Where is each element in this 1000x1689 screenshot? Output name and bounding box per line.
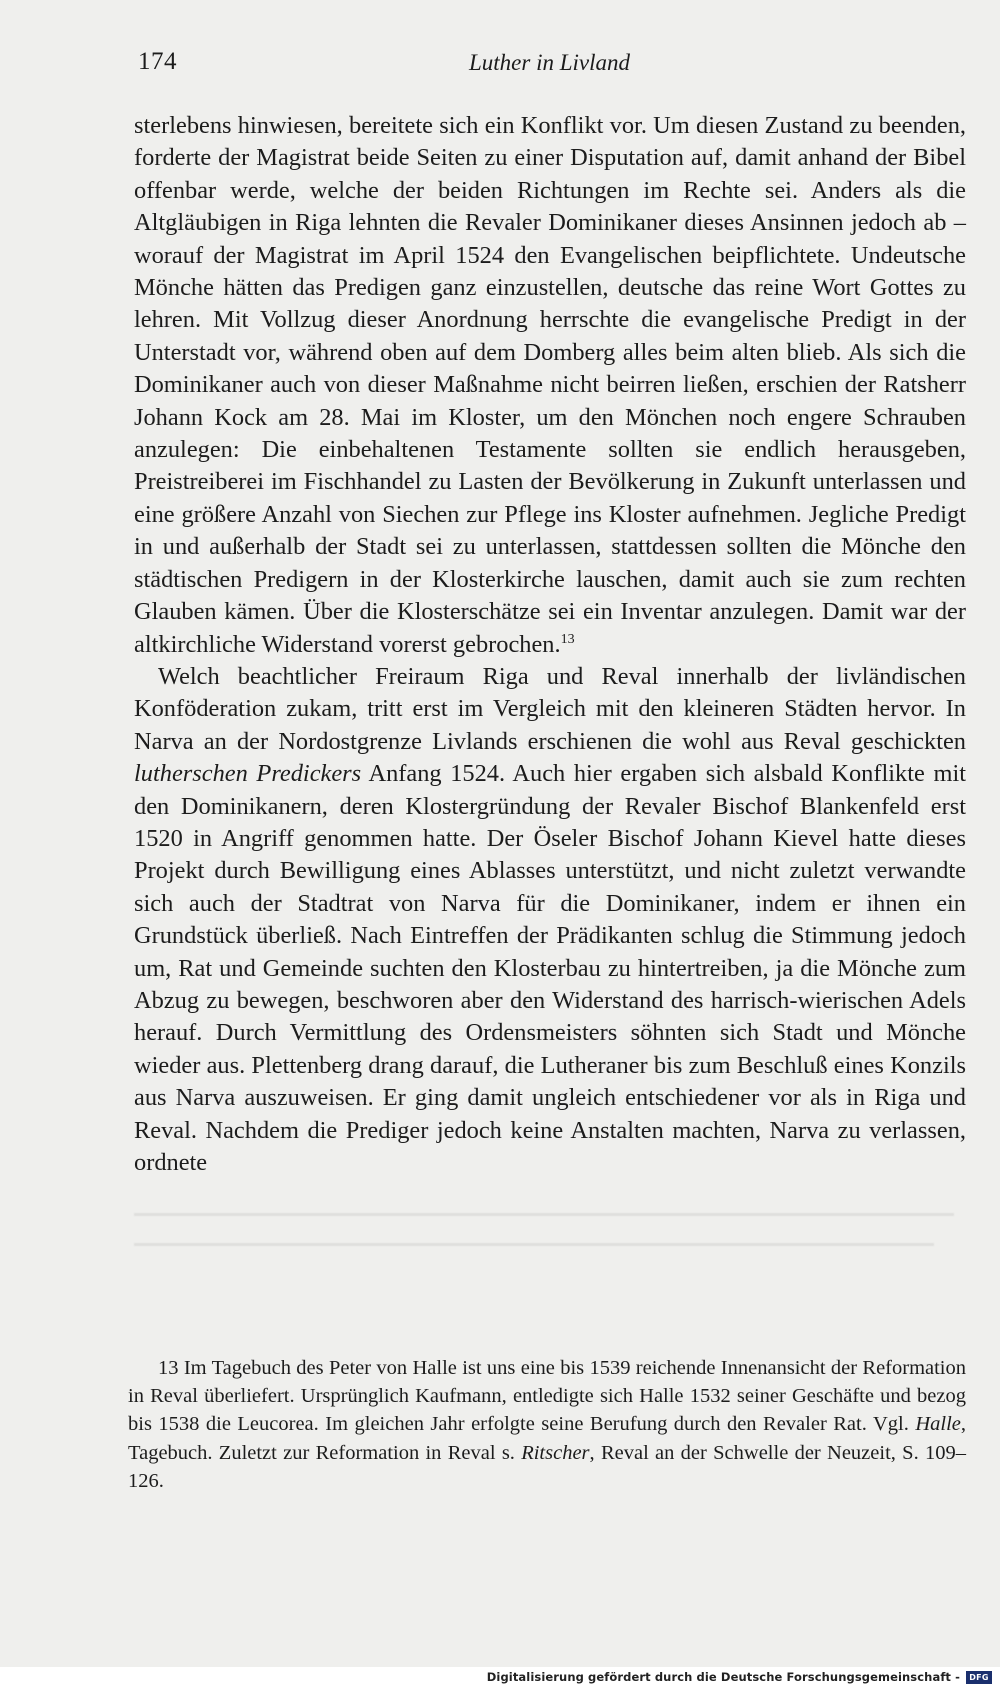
main-text [134,110,966,1179]
paragraph-2-text-a: Welch beachtlicher Freiraum Riga und Reval innerhalb der livländischen Konföderation zukam, tritt erst im Vergleich mit den kleineren Städten hervor. In Narva an der Nordostgrenze Livlands erschienen die wohl aus Reval geschickten [134,662,966,755]
paragraph-2 [134,661,966,1180]
dfg-logo: DFG [966,1671,992,1684]
running-head [138,48,964,82]
paragraph-1 [134,110,966,661]
bleed-through [134,1205,964,1259]
digitization-note: Digitalisierung gefördert durch die Deutsche Forschungsgemeinschaft - [486,1670,960,1684]
footnote-reference: 13 [560,631,575,647]
footnotes [128,1354,966,1495]
quoted-term: lutherschen Predickers [134,760,362,788]
footnote-author-halle: Halle [915,1413,961,1436]
paragraph-1-text: sterlebens hinwiesen, bereitete sich ein Konflikt vor. Um diesen Zustand zu beenden, forderte der Magistrat beide Seiten zu einer Disputation auf, damit anhand der Bibel offenbar werde, welche der beiden Richtungen im Rechte sei. Anders als die Altgläubigen in Riga lehnten die Revaler Dominikaner dieses Ansinnen jedoch ab – worauf der Magistrat im April 1524 den Evangelischen beipflichtete. Undeutsche Mönche hätten das Predigen ganz einzustellen, deutsche das reine Wort Gottes zu lehren. Mit Vollzug dieser Anordnung herrschte die evangelische Predigt in der Unterstadt vor, während oben auf dem Domberg alles beim alten blieb. Als sich die Dominikaner auch von dieser Maßnahme nicht beirren ließen, erschien der Ratsherr Johann Kock am 28. Mai im Kloster, um den Mönchen noch engere Schrauben anzulegen: Die einbehaltenen Testamente sollten sie endlich herausgeben, Preistreiberei im Fischhandel zu Lasten der Bevölkerung in Zukunft unterlassen und eine größere Anzahl von Siechen zur Pflege ins Kloster aufnehmen. Jegliche Predigt in und außerhalb der Stadt sei zu unterlassen, stattdessen sollten die Mönche den städtischen Predigern in der Klosterkirche lauschen, damit auch sie zum rechten Glauben kämen. Über die Klosterschätze sei ein Inventar anzulegen. Damit war der altkirchliche Widerstand vorerst gebrochen. [134,112,966,658]
paragraph-2-text-b: Anfang 1524. Auch hier ergaben sich alsbald Konflikte mit den Dominikanern, deren Klostergründung der Revaler Bischof Blankenfeld erst 1520 in Angriff genommen hatte. Der Öseler Bischof Johann Kievel hatte dieses Projekt durch Bewilligung eines Ablasses unterstützt, und nicht zuletzt verwandte sich auch der Stadtrat von Narva für die Dominikaner, indem er ihnen ein Grundstück überließ. Nach Eintreffen der Prädikanten schlug die Stimmung jedoch um, Rat und Gemeinde suchten den Klosterbau zu hintertreiben, ja die Mönche zum Abzug zu bewegen, beschworen aber den Widerstand des harrisch-wierischen Adels herauf. Durch Vermittlung des Ordensmeisters söhnten sich Stadt und Mönche wieder aus. Plettenberg drang darauf, die Lutheraner bis zum Beschluß eines Konzils aus Narva auszuweisen. Er ging damit ungleich entschiedener vor als in Riga und Reval. Nachdem die Prediger jedoch keine Anstalten machten, Narva zu verlassen, ordnete [134,760,966,1176]
footnote-text-2: , Tagebuch. Zuletzt zur Reformation in Reval s. [128,1413,966,1464]
digitization-banner [0,1667,1000,1689]
footnote-text-1: Im Tagebuch des Peter von Halle ist uns eine bis 1539 reichende Innenansicht der Reformation in Reval überliefert. Ursprünglich Kaufmann, entledigte sich Halle 1532 seiner Geschäfte und bezog bis 1538 die Leucorea. Im gleichen Jahr erfolgte seine Berufung durch den Revaler Rat. Vgl. [128,1357,967,1436]
footnote-13 [128,1354,966,1495]
footnote-number: 13 [158,1357,179,1379]
page-number: 174 [138,48,177,75]
running-title: Luther in Livland [469,50,631,75]
bleed-through-strokes [134,1205,964,1259]
footnote-text-3: , Reval an der Schwelle der Neuzeit, S. 109–126. [128,1441,966,1492]
footnote-author-ritscher: Ritscher [521,1441,590,1464]
